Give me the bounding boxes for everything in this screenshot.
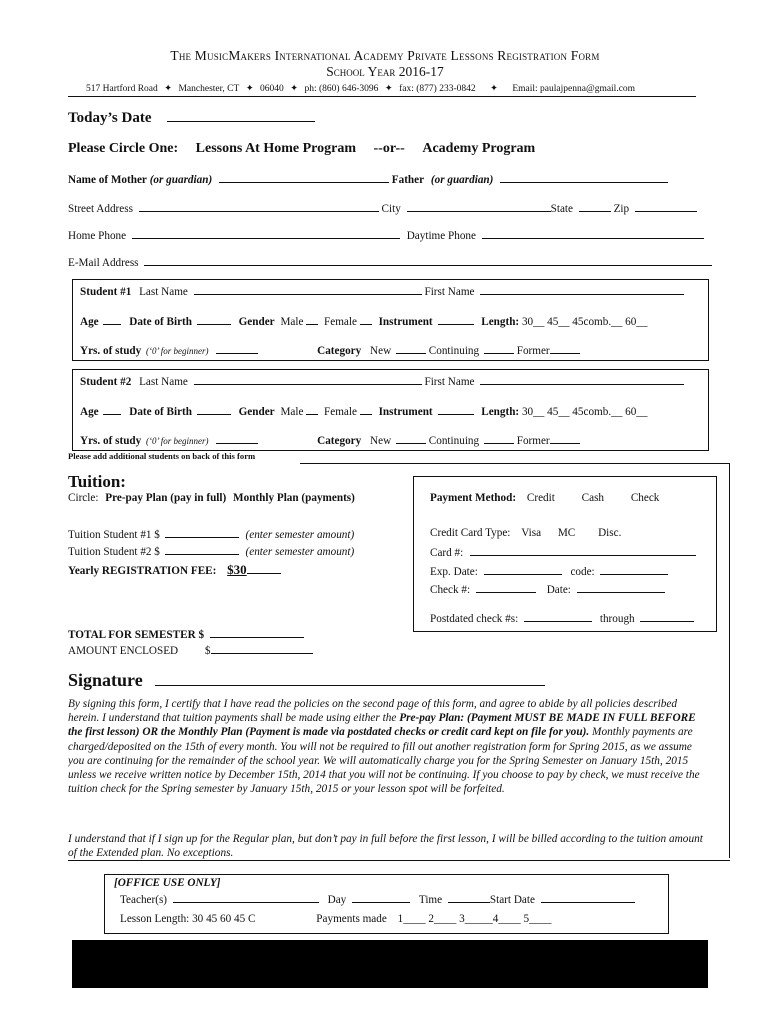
beginner-note: (‘0’ for beginner) [146, 346, 209, 356]
enclosed-row [68, 643, 313, 657]
length-options[interactable]: 30__ 45__ 45comb.__ 60__ [521, 406, 648, 418]
student-1-male-field[interactable] [306, 314, 318, 325]
instrument-label: Instrument [378, 406, 433, 418]
student-2-detail-row [80, 404, 648, 418]
last-name-label: Last Name [139, 286, 188, 298]
header-rule [68, 96, 696, 97]
tuition-student-1-row [68, 527, 354, 541]
student-2-last-name-field[interactable] [194, 374, 422, 385]
total-field[interactable] [210, 627, 304, 638]
new-option[interactable]: New [370, 435, 392, 447]
address-row [68, 201, 697, 215]
tuition-rule [300, 463, 730, 464]
code-field[interactable] [600, 564, 668, 575]
circle-one-label: Please Circle One: [68, 141, 179, 156]
student-1-new-field[interactable] [396, 343, 426, 354]
daytime-phone-field[interactable] [482, 228, 704, 239]
father-guardian-label: (or guardian) [430, 174, 494, 186]
check-row [430, 582, 665, 596]
time-field[interactable] [448, 892, 490, 903]
mother-field[interactable] [219, 172, 389, 183]
age-label: Age [80, 316, 99, 328]
reg-fee-label: Yearly REGISTRATION FEE: [68, 565, 217, 577]
policy-paragraph [68, 697, 708, 818]
policy-text-a: By signing this form, I certify that I have read the policies on the second page of this form, and agree to abide by all policies described herein. I understand that tuition payments shall be made using either the [68, 698, 678, 725]
policy-text-bold: Pre-pay Plan: (Payment MUST BE MADE IN FULL BEFORE the first lesson) OR the Monthly Plan (Payment is made via postdated checks or credit card kept on file for you). [68, 712, 696, 739]
student-1-former-field[interactable] [550, 343, 580, 354]
fax: fax: (877) 233-0842 [399, 84, 476, 94]
check-date-label: Date: [546, 584, 571, 596]
student-1-name-row [80, 284, 684, 298]
student-1-study-row [80, 343, 580, 357]
gender-label: Gender [238, 316, 275, 328]
exp-row [430, 564, 668, 578]
home-phone-field[interactable] [132, 228, 400, 239]
father-field[interactable] [500, 172, 668, 183]
student-1-female-field[interactable] [360, 314, 372, 325]
length-label: Length: [481, 406, 520, 418]
zip: 06040 [260, 84, 284, 94]
billing-paragraph: I understand that if I sign up for the Regular plan, but don’t pay in full before the first lesson, I will be billed according to the tuition amount of the Extended plan. No exceptions. [68, 833, 703, 860]
right-rule [729, 463, 730, 858]
daytime-phone-label: Daytime Phone [406, 230, 476, 242]
phone: ph: (860) 646-3096 [304, 84, 379, 94]
tuition-student-2-row [68, 544, 354, 558]
student-2-label: Student #2 [80, 376, 132, 388]
student-1-dob-field[interactable] [197, 314, 231, 325]
disc-option[interactable]: Disc. [598, 527, 622, 539]
age-label: Age [80, 406, 99, 418]
tuition-student-1-label: Tuition Student #1 $ [68, 529, 160, 541]
student-1-instrument-field[interactable] [438, 314, 474, 325]
postdated-label: Postdated check #s: [430, 613, 519, 625]
student-2-age-field[interactable] [103, 404, 121, 415]
check-option[interactable]: Check [630, 492, 660, 504]
tuition-heading: Tuition: [68, 472, 126, 491]
female-option[interactable]: Female [324, 316, 357, 328]
student-2-study-row [80, 433, 580, 447]
add-students-note: Please add additional students on back of this form [68, 451, 256, 461]
office-heading: [OFFICE USE ONLY] [114, 877, 221, 889]
teachers-field[interactable] [173, 892, 319, 903]
city-field[interactable] [407, 201, 551, 212]
footer-black-bar [72, 940, 708, 988]
credit-option[interactable]: Credit [526, 492, 555, 504]
card-number-row [430, 545, 696, 559]
continuing-option[interactable]: Continuing [428, 345, 480, 357]
monthly-option[interactable]: Monthly Plan (payments) [233, 492, 355, 504]
signature-row [68, 670, 545, 691]
student-2-yrs-field[interactable] [216, 433, 258, 444]
school-year: School Year 2016-17 [326, 64, 444, 79]
postdated-to-field[interactable] [640, 611, 694, 622]
card-number-field[interactable] [470, 545, 696, 556]
city: Manchester, CT [178, 84, 240, 94]
program-choice-row [68, 141, 535, 157]
form-title: The MusicMakers International Academy Private Lessons Registration Form [170, 48, 600, 63]
at-home-option[interactable]: Lessons At Home Program [195, 141, 356, 156]
payment-method-label: Payment Method: [430, 492, 517, 504]
male-option[interactable]: Male [280, 406, 304, 418]
student-1-continuing-field[interactable] [484, 343, 514, 354]
reg-fee-row [68, 562, 281, 578]
payment-method-row [430, 492, 659, 504]
prepay-option[interactable]: Pre-pay Plan (pay in full) [105, 492, 227, 504]
check-number-label: Check #: [430, 584, 471, 596]
enter-amount-note: (enter semester amount) [245, 529, 355, 541]
circle-label: Circle: [68, 492, 99, 504]
continuing-option[interactable]: Continuing [428, 435, 480, 447]
length-label: Length: [481, 316, 520, 328]
start-date-label: Start Date [489, 894, 535, 906]
enclosed-dollar: $ [204, 645, 211, 657]
zip-label: Zip [613, 203, 630, 215]
office-row-1 [120, 892, 635, 906]
academy-option[interactable]: Academy Program [422, 141, 536, 156]
street-label: Street Address [68, 203, 133, 215]
student-2-name-row [80, 374, 684, 388]
first-name-label: First Name [424, 286, 475, 298]
contact-line [86, 83, 639, 94]
dob-label: Date of Birth [129, 316, 192, 328]
total-label: TOTAL FOR SEMESTER $ [68, 629, 205, 641]
instrument-label: Instrument [378, 316, 433, 328]
tuition-student-2-field[interactable] [165, 544, 239, 555]
email-label: E-Mail Address [68, 257, 139, 269]
separator-icon: ✦ [164, 84, 173, 94]
separator-icon: ✦ [245, 84, 254, 94]
email: Email: paulajpenna@gmail.com [512, 84, 636, 94]
yrs-study-label: Yrs. of study [80, 345, 142, 357]
student-2-former-field[interactable] [550, 433, 580, 444]
todays-date-row [68, 110, 315, 127]
female-option[interactable]: Female [324, 406, 357, 418]
zip-field[interactable] [635, 201, 697, 212]
reg-fee-line [247, 563, 281, 574]
former-option[interactable]: Former [516, 345, 550, 357]
office-rule [68, 860, 730, 861]
student-1-yrs-field[interactable] [216, 343, 258, 354]
email-field[interactable] [144, 255, 712, 266]
student-2-continuing-field[interactable] [484, 433, 514, 444]
state-label: State [550, 203, 573, 215]
enclosed-label: AMOUNT ENCLOSED [68, 645, 179, 657]
visa-option[interactable]: Visa [521, 527, 542, 539]
phone-row [68, 228, 704, 242]
father-label: Father [391, 174, 425, 186]
separator-icon: ✦ [290, 84, 299, 94]
office-row-2 [120, 913, 551, 925]
student-1-last-name-field[interactable] [194, 284, 422, 295]
enter-amount-note: (enter semester amount) [245, 546, 355, 558]
student-2-female-field[interactable] [360, 404, 372, 415]
length-options[interactable]: 30__ 45__ 45comb.__ 60__ [521, 316, 648, 328]
home-phone-label: Home Phone [68, 230, 127, 242]
card-type-label: Credit Card Type: [430, 527, 511, 539]
reg-fee-amount: $30 [227, 562, 247, 577]
state-field[interactable] [579, 201, 611, 212]
lesson-length: Lesson Length: 30 45 60 45 C [120, 913, 256, 925]
student-1-label: Student #1 [80, 286, 132, 298]
student-2-male-field[interactable] [306, 404, 318, 415]
day-field[interactable] [352, 892, 410, 903]
todays-date-label: Today’s Date [68, 110, 152, 126]
former-option[interactable]: Former [516, 435, 550, 447]
parents-row [68, 172, 668, 186]
student-1-age-field[interactable] [103, 314, 121, 325]
enclosed-field[interactable] [211, 643, 313, 654]
signature-field[interactable] [155, 672, 545, 686]
mother-guardian-label: (or guardian) [149, 174, 213, 186]
student-1-first-name-field[interactable] [480, 284, 684, 295]
address: 517 Hartford Road [86, 84, 158, 94]
payments-made-label: Payments made [316, 913, 387, 925]
time-label: Time [418, 894, 443, 906]
card-type-row [430, 527, 621, 539]
last-name-label: Last Name [139, 376, 188, 388]
street-field[interactable] [139, 201, 379, 212]
total-row [68, 627, 304, 641]
email-row [68, 255, 712, 269]
teachers-label: Teacher(s) [120, 894, 168, 906]
or-label: --or-- [373, 141, 405, 156]
policy-text-c: Monthly payments are charged/deposited on the 15th of every month. You will not be required to fill out another registration form for Spring 2015, as we assume you are continuing for the remainder of the school year. We will automatically charge you for the Spring Semester on January 15th, 2015 unless we receive written notice by December 15th, 2014 that you will not be continuing. If you choose to pay by check, we must receive the tuition check for the Spring semester by January 15th, 2015 or your lesson spot will be forfeited. [68, 726, 700, 796]
day-label: Day [327, 894, 347, 906]
gender-label: Gender [238, 406, 275, 418]
postdated-from-field[interactable] [524, 611, 592, 622]
cash-option[interactable]: Cash [581, 492, 605, 504]
plan-choice-row [68, 492, 355, 504]
tuition-student-1-field[interactable] [165, 527, 239, 538]
check-date-field[interactable] [577, 582, 665, 593]
student-2-instrument-field[interactable] [438, 404, 474, 415]
separator-icon: ✦ [490, 84, 498, 94]
signature-label: Signature [68, 670, 143, 690]
student-2-first-name-field[interactable] [480, 374, 684, 385]
student-1-detail-row [80, 314, 648, 328]
dob-label: Date of Birth [129, 406, 192, 418]
mother-label: Name of Mother [68, 174, 147, 186]
tuition-student-2-label: Tuition Student #2 $ [68, 546, 160, 558]
male-option[interactable]: Male [280, 316, 304, 328]
yrs-study-label: Yrs. of study [80, 435, 142, 447]
check-number-field[interactable] [476, 582, 536, 593]
start-date-field[interactable] [541, 892, 635, 903]
city-label: City [381, 203, 401, 215]
mc-option[interactable]: MC [557, 527, 576, 539]
beginner-note: (‘0’ for beginner) [146, 436, 209, 446]
through-label: through [599, 613, 635, 625]
category-label: Category [317, 345, 362, 357]
student-2-new-field[interactable] [396, 433, 426, 444]
separator-icon: ✦ [384, 84, 393, 94]
code-label: code: [570, 566, 595, 578]
payments-made-options[interactable]: 1____ 2____ 3_____4____ 5____ [397, 913, 552, 925]
postdated-row [430, 611, 694, 625]
student-2-dob-field[interactable] [197, 404, 231, 415]
todays-date-field[interactable] [167, 111, 315, 122]
exp-field[interactable] [484, 564, 562, 575]
category-label: Category [317, 435, 362, 447]
card-number-label: Card #: [430, 547, 464, 559]
exp-label: Exp. Date: [430, 566, 478, 578]
new-option[interactable]: New [370, 345, 392, 357]
first-name-label: First Name [424, 376, 475, 388]
